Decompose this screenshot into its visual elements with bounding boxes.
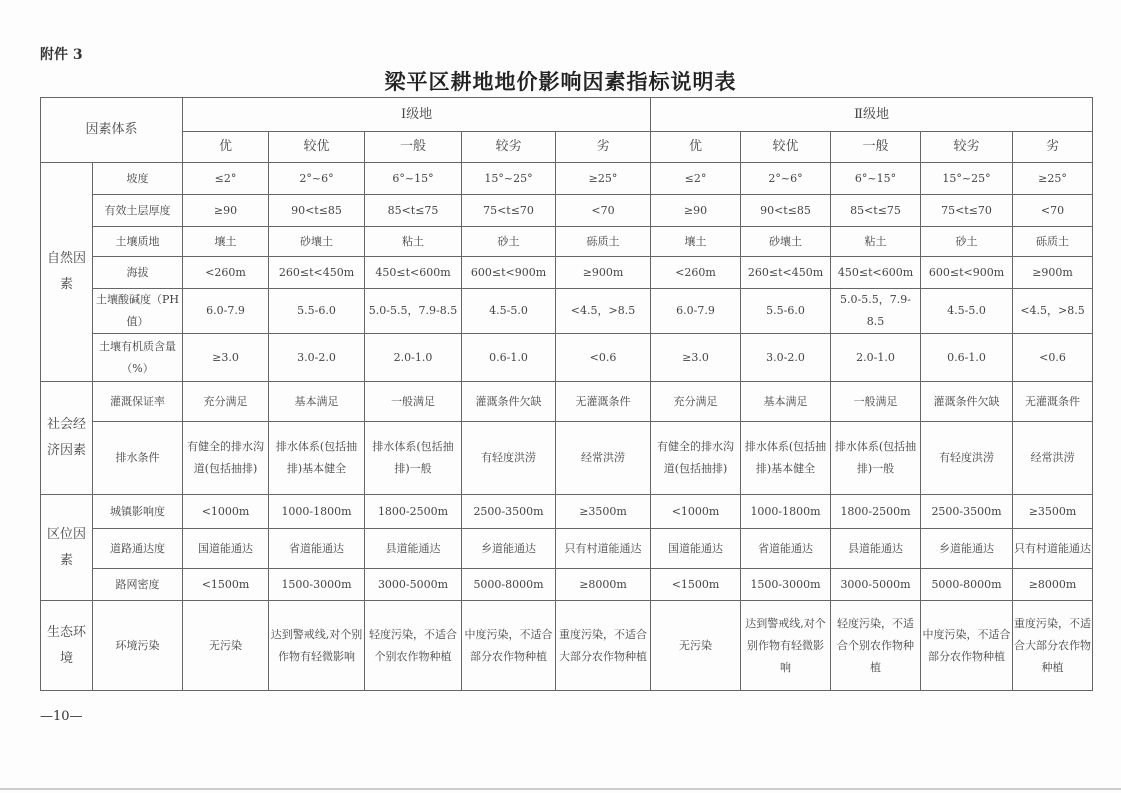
value-cell: <1500m bbox=[651, 569, 741, 601]
value-cell: 2°~6° bbox=[269, 163, 365, 195]
value-cell: 轻度污染，不适合个别农作物种植 bbox=[365, 601, 462, 691]
value-cell: ≥3.0 bbox=[183, 334, 269, 382]
value-cell: 无污染 bbox=[651, 601, 741, 691]
value-cell: 粘土 bbox=[365, 227, 462, 257]
category-cell: 社会经济因素 bbox=[41, 382, 93, 495]
level-header: 劣 bbox=[556, 132, 651, 163]
table-row bbox=[41, 422, 1093, 495]
level-header: 一般 bbox=[831, 132, 921, 163]
value-cell: 3.0-2.0 bbox=[269, 334, 365, 382]
level-header: 较劣 bbox=[921, 132, 1013, 163]
factor-cell: 有效土层厚度 bbox=[93, 195, 183, 227]
value-cell: 85<t≤75 bbox=[365, 195, 462, 227]
value-cell: 排水体系(包括抽排)基本健全 bbox=[269, 422, 365, 495]
value-cell: 6°~15° bbox=[365, 163, 462, 195]
value-cell: 0.6-1.0 bbox=[921, 334, 1013, 382]
factor-cell: 坡度 bbox=[93, 163, 183, 195]
category-cell: 区位因素 bbox=[41, 495, 93, 601]
table-row bbox=[41, 334, 1093, 382]
value-cell: 国道能通达 bbox=[183, 529, 269, 569]
page-title: 梁平区耕地地价影响因素指标说明表 bbox=[384, 69, 737, 94]
value-cell: 5.5-6.0 bbox=[269, 289, 365, 334]
value-cell: ≥3.0 bbox=[651, 334, 741, 382]
value-cell: ≤2° bbox=[183, 163, 269, 195]
level-header: 一般 bbox=[365, 132, 462, 163]
value-cell: 5.0-5.5，7.9-8.5 bbox=[365, 289, 462, 334]
value-cell: ≥90 bbox=[651, 195, 741, 227]
value-cell: 75<t≤70 bbox=[921, 195, 1013, 227]
value-cell: 一般满足 bbox=[831, 382, 921, 422]
value-cell: 2°~6° bbox=[741, 163, 831, 195]
value-cell: 3000-5000m bbox=[365, 569, 462, 601]
table-row bbox=[41, 257, 1093, 289]
value-cell: 粘土 bbox=[831, 227, 921, 257]
value-cell: ≥25° bbox=[556, 163, 651, 195]
value-cell: 轻度污染，不适合个别农作物种植 bbox=[831, 601, 921, 691]
value-cell: ≥900m bbox=[556, 257, 651, 289]
value-cell: 中度污染，不适合部分农作物种植 bbox=[921, 601, 1013, 691]
attachment-label: 附件 3 bbox=[40, 47, 83, 63]
value-cell: 只有村道能通达 bbox=[556, 529, 651, 569]
value-cell: 省道能通达 bbox=[269, 529, 365, 569]
category-cell: 生态环境 bbox=[41, 601, 93, 691]
value-cell: 1500-3000m bbox=[269, 569, 365, 601]
value-cell: 充分满足 bbox=[651, 382, 741, 422]
value-cell: ≥25° bbox=[1013, 163, 1093, 195]
value-cell: 壤土 bbox=[183, 227, 269, 257]
value-cell: 基本满足 bbox=[269, 382, 365, 422]
value-cell: <1000m bbox=[183, 495, 269, 529]
value-cell: 15°~25° bbox=[462, 163, 556, 195]
table-row bbox=[41, 289, 1093, 334]
value-cell: 90<t≤85 bbox=[269, 195, 365, 227]
value-cell: 2.0-1.0 bbox=[365, 334, 462, 382]
value-cell: ≥3500m bbox=[556, 495, 651, 529]
category-cell: 自然因素 bbox=[41, 163, 93, 382]
table-row bbox=[41, 382, 1093, 422]
table-row bbox=[41, 227, 1093, 257]
grade1-header: Ⅰ级地 bbox=[183, 98, 651, 132]
value-cell: ≥8000m bbox=[1013, 569, 1093, 601]
value-cell: 6.0-7.9 bbox=[183, 289, 269, 334]
table-row bbox=[41, 569, 1093, 601]
value-cell: 1000-1800m bbox=[269, 495, 365, 529]
level-header: 较优 bbox=[741, 132, 831, 163]
value-cell: 260≤t<450m bbox=[741, 257, 831, 289]
value-cell: 无灌溉条件 bbox=[1013, 382, 1093, 422]
value-cell: <0.6 bbox=[1013, 334, 1093, 382]
page-number: —10— bbox=[40, 709, 83, 724]
factor-cell: 土壤酸碱度（PH 值） bbox=[93, 289, 183, 334]
value-cell: 有健全的排水沟道(包括抽排) bbox=[183, 422, 269, 495]
value-cell: 5000-8000m bbox=[462, 569, 556, 601]
value-cell: 有轻度洪涝 bbox=[462, 422, 556, 495]
value-cell: 砂土 bbox=[462, 227, 556, 257]
value-cell: <1500m bbox=[183, 569, 269, 601]
value-cell: <260m bbox=[183, 257, 269, 289]
value-cell: 砾质土 bbox=[1013, 227, 1093, 257]
value-cell: 有健全的排水沟道(包括抽排) bbox=[651, 422, 741, 495]
scan-edge bbox=[0, 788, 1121, 790]
value-cell: 国道能通达 bbox=[651, 529, 741, 569]
level-header: 优 bbox=[183, 132, 269, 163]
value-cell: 有轻度洪涝 bbox=[921, 422, 1013, 495]
grade2-header: Ⅱ级地 bbox=[651, 98, 1093, 132]
value-cell: 75<t≤70 bbox=[462, 195, 556, 227]
value-cell: 砂壤土 bbox=[741, 227, 831, 257]
value-cell: 600≤t<900m bbox=[462, 257, 556, 289]
value-cell: 经常洪涝 bbox=[1013, 422, 1093, 495]
value-cell: ≥90 bbox=[183, 195, 269, 227]
value-cell: 灌溉条件欠缺 bbox=[462, 382, 556, 422]
factor-cell: 排水条件 bbox=[93, 422, 183, 495]
value-cell: 基本满足 bbox=[741, 382, 831, 422]
value-cell: 5.5-6.0 bbox=[741, 289, 831, 334]
value-cell: <260m bbox=[651, 257, 741, 289]
value-cell: 6°~15° bbox=[831, 163, 921, 195]
value-cell: 2.0-1.0 bbox=[831, 334, 921, 382]
value-cell: 4.5-5.0 bbox=[462, 289, 556, 334]
value-cell: 充分满足 bbox=[183, 382, 269, 422]
value-cell: 1800-2500m bbox=[365, 495, 462, 529]
value-cell: 排水体系(包括抽排)基本健全 bbox=[741, 422, 831, 495]
value-cell: 重度污染，不适合大部分农作物种植 bbox=[1013, 601, 1093, 691]
value-cell: ≤2° bbox=[651, 163, 741, 195]
value-cell: 重度污染，不适合大部分农作物种植 bbox=[556, 601, 651, 691]
value-cell: 排水体系(包括抽排)一般 bbox=[831, 422, 921, 495]
value-cell: 6.0-7.9 bbox=[651, 289, 741, 334]
value-cell: 县道能通达 bbox=[365, 529, 462, 569]
factor-cell: 土壤有机质含量（%） bbox=[93, 334, 183, 382]
table-row bbox=[41, 163, 1093, 195]
value-cell: <0.6 bbox=[556, 334, 651, 382]
value-cell: 5.0-5.5，7.9-8.5 bbox=[831, 289, 921, 334]
value-cell: 壤土 bbox=[651, 227, 741, 257]
value-cell: 1800-2500m bbox=[831, 495, 921, 529]
value-cell: 无灌溉条件 bbox=[556, 382, 651, 422]
value-cell: 2500-3500m bbox=[462, 495, 556, 529]
value-cell: 0.6-1.0 bbox=[462, 334, 556, 382]
value-cell: 3.0-2.0 bbox=[741, 334, 831, 382]
value-cell: ≥8000m bbox=[556, 569, 651, 601]
value-cell: <1000m bbox=[651, 495, 741, 529]
value-cell: 经常洪涝 bbox=[556, 422, 651, 495]
table-row bbox=[41, 529, 1093, 569]
value-cell: 5000-8000m bbox=[921, 569, 1013, 601]
value-cell: 1000-1800m bbox=[741, 495, 831, 529]
value-cell: 一般满足 bbox=[365, 382, 462, 422]
value-cell: ≥3500m bbox=[1013, 495, 1093, 529]
value-cell: <4.5，>8.5 bbox=[1013, 289, 1093, 334]
value-cell: 砂土 bbox=[921, 227, 1013, 257]
value-cell: 乡道能通达 bbox=[921, 529, 1013, 569]
value-cell: 260≤t<450m bbox=[269, 257, 365, 289]
value-cell: 450≤t<600m bbox=[365, 257, 462, 289]
factor-table bbox=[40, 97, 1093, 691]
factor-cell: 城镇影响度 bbox=[93, 495, 183, 529]
value-cell: 达到警戒线,对个别作物有轻微影响 bbox=[741, 601, 831, 691]
value-cell: 县道能通达 bbox=[831, 529, 921, 569]
value-cell: 排水体系(包括抽排)一般 bbox=[365, 422, 462, 495]
value-cell: 砂壤土 bbox=[269, 227, 365, 257]
value-cell: 450≤t<600m bbox=[831, 257, 921, 289]
level-header: 较优 bbox=[269, 132, 365, 163]
value-cell: 无污染 bbox=[183, 601, 269, 691]
factor-cell: 路网密度 bbox=[93, 569, 183, 601]
value-cell: 600≤t<900m bbox=[921, 257, 1013, 289]
factor-cell: 灌溉保证率 bbox=[93, 382, 183, 422]
value-cell: 砾质土 bbox=[556, 227, 651, 257]
value-cell: 省道能通达 bbox=[741, 529, 831, 569]
value-cell: <70 bbox=[1013, 195, 1093, 227]
value-cell: 达到警戒线,对个别作物有轻微影响 bbox=[269, 601, 365, 691]
value-cell: 中度污染，不适合部分农作物种植 bbox=[462, 601, 556, 691]
level-header: 优 bbox=[651, 132, 741, 163]
factor-system-header: 因素体系 bbox=[41, 98, 183, 163]
value-cell: 4.5-5.0 bbox=[921, 289, 1013, 334]
table-row bbox=[41, 601, 1093, 691]
factor-cell: 土壤质地 bbox=[93, 227, 183, 257]
level-header: 劣 bbox=[1013, 132, 1093, 163]
value-cell: 85<t≤75 bbox=[831, 195, 921, 227]
value-cell: 2500-3500m bbox=[921, 495, 1013, 529]
value-cell: 90<t≤85 bbox=[741, 195, 831, 227]
value-cell: 3000-5000m bbox=[831, 569, 921, 601]
table-row bbox=[41, 495, 1093, 529]
value-cell: 15°~25° bbox=[921, 163, 1013, 195]
value-cell: <70 bbox=[556, 195, 651, 227]
level-header: 较劣 bbox=[462, 132, 556, 163]
value-cell: 乡道能通达 bbox=[462, 529, 556, 569]
factor-cell: 道路通达度 bbox=[93, 529, 183, 569]
factor-cell: 海拔 bbox=[93, 257, 183, 289]
value-cell: 灌溉条件欠缺 bbox=[921, 382, 1013, 422]
value-cell: <4.5，>8.5 bbox=[556, 289, 651, 334]
value-cell: ≥900m bbox=[1013, 257, 1093, 289]
value-cell: 1500-3000m bbox=[741, 569, 831, 601]
value-cell: 只有村道能通达 bbox=[1013, 529, 1093, 569]
factor-cell: 环境污染 bbox=[93, 601, 183, 691]
table-row bbox=[41, 195, 1093, 227]
